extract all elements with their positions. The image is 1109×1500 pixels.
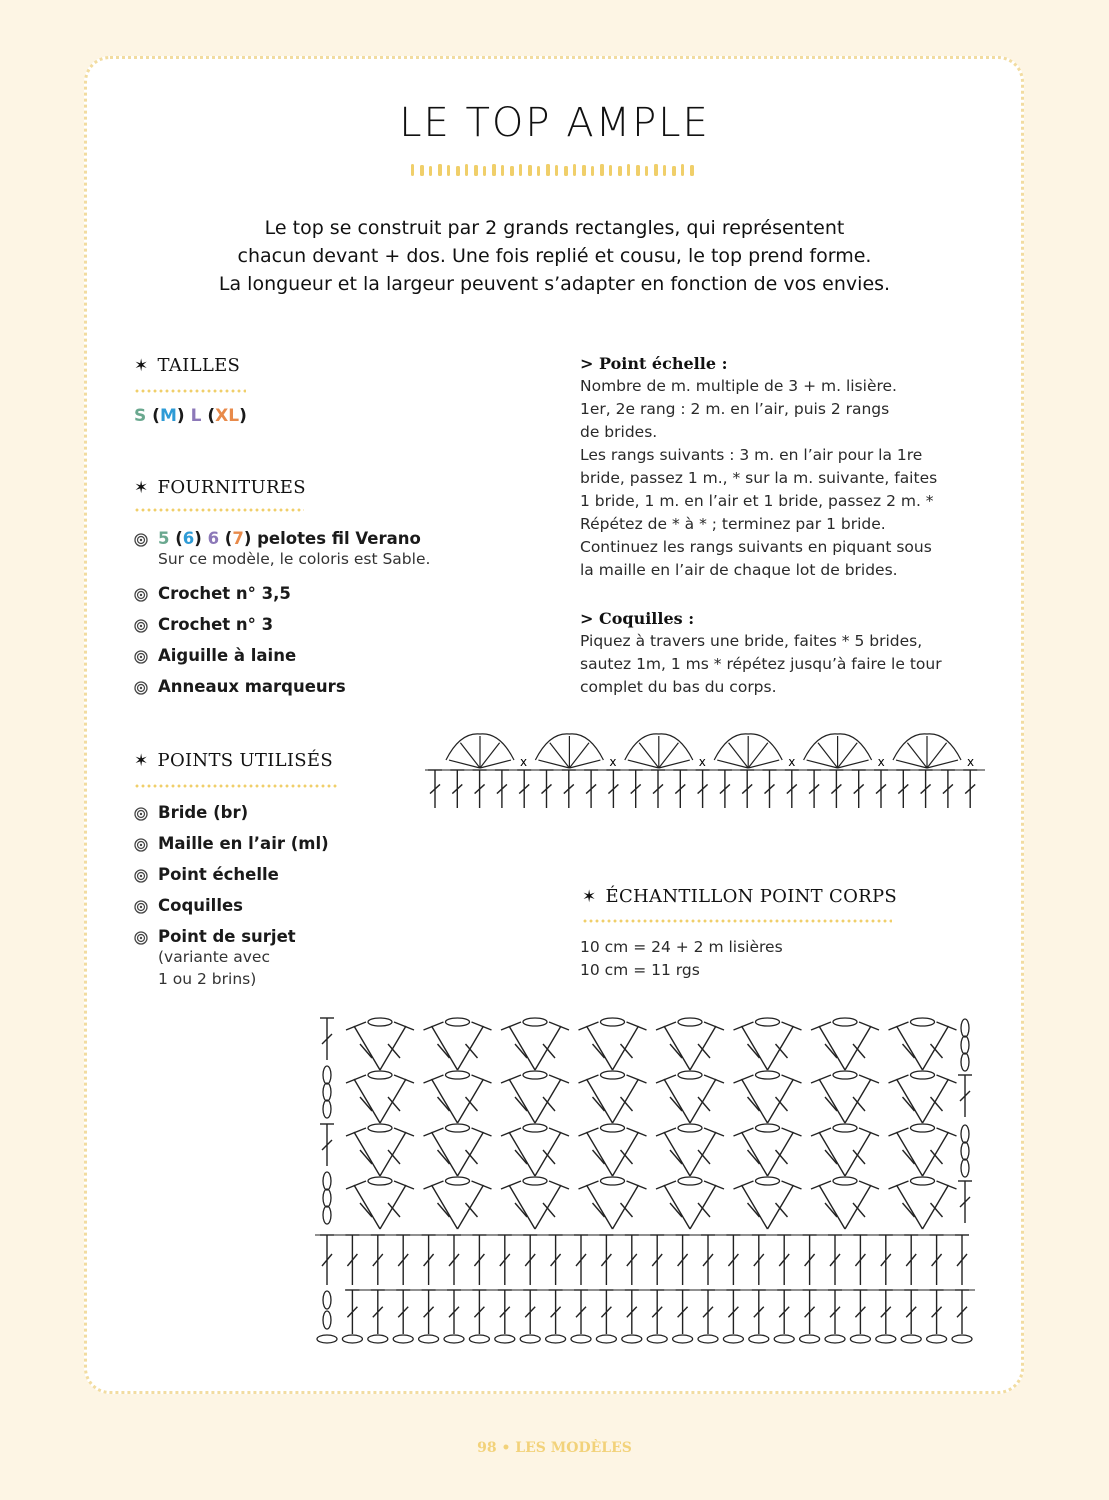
size-xl: XL [215,406,240,426]
yarn-note: Sur ce modèle, le coloris est Sable. [158,550,431,568]
svg-text:x: x [609,755,617,769]
list-item: Aiguille à laine [134,646,430,677]
size-m: M [159,406,177,426]
size-l: L [190,406,202,426]
coquilles-block: > Coquilles : Piquez à travers une bride, faites * 5 brides, sautez 1m, 1 ms * répétez jusqu’à faire le tour complet du bas du corps. [580,609,942,696]
spiral-bullet-icon [134,680,150,699]
intro-line: La longueur et la largeur peuvent s’adapter en fonction de vos envies. [218,273,891,295]
list-item: Crochet n° 3 [134,615,430,646]
dotted-divider [134,784,339,788]
list-item: Coquilles [134,896,329,927]
intro-line: chacun devant + dos. Une fois replié et cousu, le top prend forme. [237,245,872,267]
shell-stitch-diagram [425,730,990,815]
list-item: Point de surjet (variante avec 1 ou 2 brins) [134,927,329,990]
list-item: Anneaux marqueurs [134,677,430,708]
spiral-bullet-icon [134,587,150,606]
svg-text:x: x [967,755,975,769]
spiral-bullet-icon [134,618,150,637]
intro-line: Le top se construit par 2 grands rectangles, qui représentent [264,217,845,239]
stitches-list [134,803,329,990]
svg-text:x: x [698,755,706,769]
spiral-bullet-icon [134,868,150,887]
echantillon-block: 10 cm = 24 + 2 m lisières 10 cm = 11 rgs [580,938,783,979]
size-s: S [134,406,147,426]
spiral-bullet-icon [134,837,150,856]
page-title: LE TOP AMPLE [399,100,710,146]
body-stitch-diagram [315,1010,985,1345]
spiral-bullet-icon [134,532,150,551]
dotted-divider [134,508,304,512]
title-decoration [411,162,701,180]
section-heading-tailles: ✶ TAILLES [134,355,241,376]
list-item: Crochet n° 3,5 [134,584,430,615]
star-icon: ✶ [582,886,597,907]
spiral-bullet-icon [134,649,150,668]
star-icon: ✶ [134,750,149,771]
point-echelle-block: > Point échelle : Nombre de m. multiple de 3 + m. lisière. 1er, 2e rang : 2 m. en l’air, puis 2 rangs de brides. Les rangs suivants : 3 m. en l’air pour la 1re bride, passez 1 m., * sur la m. suivante, faites 1 bride, 1 m. en l’air et 1 bride, passez 2 m. * Répétez de * à * ; terminez par 1 bride. Continuez les rangs suivants en piquant sous la maille en l’air de chaque lot de brides. [580,354,938,579]
section-heading-points: ✶ POINTS UTILISÉS [134,750,333,771]
list-item: Bride (br) [134,803,329,834]
star-icon: ✶ [134,355,149,376]
svg-text:x: x [877,755,885,769]
dotted-divider [134,389,246,393]
section-heading-echantillon: ✶ ÉCHANTILLON POINT CORPS [582,886,898,907]
page-footer: 98 • LES MODÈLES [477,1440,632,1456]
svg-text:x: x [788,755,796,769]
svg-text:x: x [520,755,528,769]
intro-paragraph [0,214,1109,298]
spiral-bullet-icon [134,930,150,949]
coquilles-heading: > Coquilles : [580,609,695,628]
list-item: Point échelle [134,865,329,896]
section-heading-fournitures: ✶ FOURNITURES [134,477,306,498]
list-item: 5 (6) 6 (7) pelotes fil Verano Sur ce modèle, le coloris est Sable. [134,529,430,584]
spiral-bullet-icon [134,899,150,918]
star-icon: ✶ [134,477,149,498]
supplies-list [134,529,430,708]
sizes-list: S (M) L (XL) [134,406,247,426]
list-item: Maille en l’air (ml) [134,834,329,865]
spiral-bullet-icon [134,806,150,825]
dotted-divider [582,919,892,923]
point-echelle-heading: > Point échelle : [580,354,728,373]
